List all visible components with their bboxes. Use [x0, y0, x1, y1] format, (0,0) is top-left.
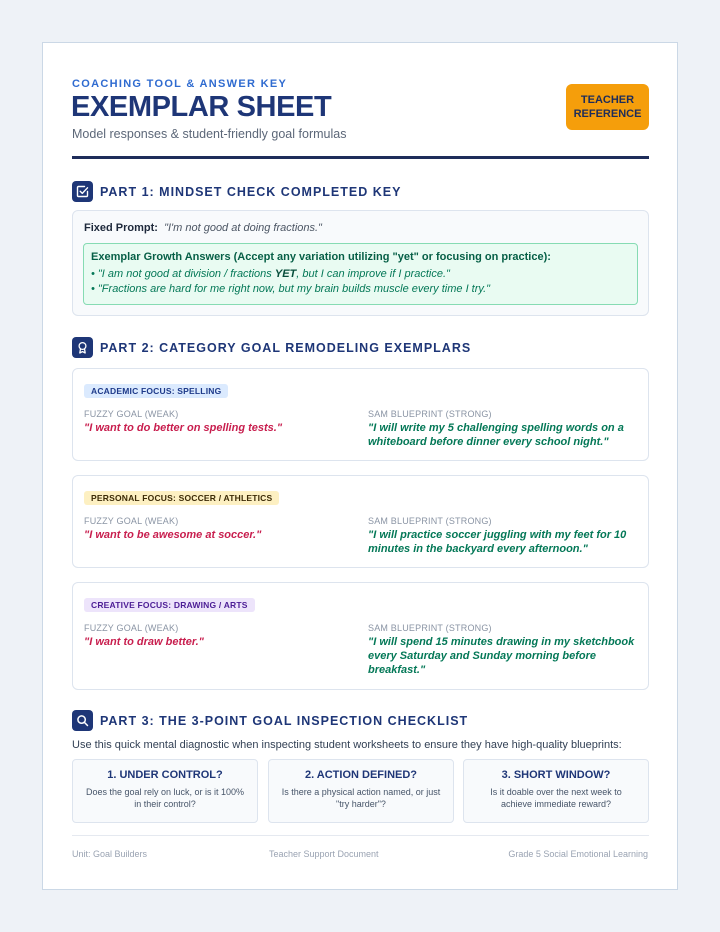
checklist-item-title: 3. SHORT WINDOW? [501, 769, 611, 781]
exemplar-answer-1: • "I am not good at division / fractions YET, but I can improve if I practice." [91, 268, 450, 280]
footer-grade: Grade 5 Social Emotional Learning [508, 849, 648, 859]
badge-line-2: REFERENCE [573, 108, 642, 120]
fuzzy-goal-label: FUZZY GOAL (WEAK) [84, 516, 179, 526]
fuzzy-goal-label: FUZZY GOAL (WEAK) [84, 623, 179, 633]
badge-line-1: TEACHER [580, 94, 635, 106]
header-divider [72, 156, 649, 159]
exemplar-answers-heading: Exemplar Growth Answers (Accept any variation utilizing "yet" or focusing on practice): [91, 251, 551, 263]
sam-blueprint-label: SAM BLUEPRINT (STRONG) [368, 623, 492, 633]
fixed-prompt [84, 222, 322, 234]
page-title: EXEMPLAR SHEET [71, 91, 332, 123]
part3-title: PART 3: THE 3-POINT GOAL INSPECTION CHECKLIST [100, 713, 469, 728]
fuzzy-goal-label: FUZZY GOAL (WEAK) [84, 409, 179, 419]
checklist-item-text: Does the goal rely on luck, or is it 100% in their control? [85, 787, 245, 809]
goal-example-personal [72, 475, 649, 568]
part2-heading [72, 337, 471, 358]
exemplar-sheet [42, 42, 678, 890]
checklist-item-text: Is it doable over the next week to achieve immediate reward? [490, 787, 622, 809]
fuzzy-goal-text: "I want to do better on spelling tests." [84, 422, 283, 434]
sam-blueprint-label: SAM BLUEPRINT (STRONG) [368, 409, 492, 419]
checklist-intro: Use this quick mental diagnostic when inspecting student worksheets to ensure they have high-quality blueprints: [72, 739, 622, 751]
sam-blueprint-text: "I will spend 15 minutes drawing in my sketchbook every Saturday and Sunday morning before breakfast." [368, 636, 635, 676]
page-subtitle: Model responses & student-friendly goal formulas [72, 127, 347, 141]
checklist-item-control [72, 759, 258, 823]
category-tag: CREATIVE FOCUS: DRAWING / ARTS [84, 598, 255, 612]
teacher-reference-badge [566, 84, 649, 130]
checklist-item-window [463, 759, 649, 823]
part1-title: PART 1: MINDSET CHECK COMPLETED KEY [100, 184, 402, 199]
checkbox-icon [72, 181, 93, 202]
sam-blueprint-label: SAM BLUEPRINT (STRONG) [368, 516, 492, 526]
exemplar-answer-2: • "Fractions are hard for me right now, but my brain builds muscle every time I try." [91, 283, 491, 295]
fuzzy-goal-text: "I want to draw better." [84, 636, 204, 648]
footer-divider [72, 835, 649, 836]
checklist-item-text: Is there a physical action named, or just "try harder"? [281, 787, 441, 809]
yet-emphasis: YET [274, 268, 297, 280]
sam-blueprint-text: "I will practice soccer juggling with my feet for 10 minutes in the backyard every afternoon." [368, 529, 627, 555]
part3-heading [72, 710, 468, 731]
category-tag: PERSONAL FOCUS: SOCCER / ATHLETICS [84, 491, 279, 505]
checklist-item-action [268, 759, 454, 823]
sam-blueprint-text: "I will write my 5 challenging spelling words on a whiteboard before dinner every school night." [368, 422, 624, 448]
category-tag: ACADEMIC FOCUS: SPELLING [84, 384, 228, 398]
footer-unit: Unit: Goal Builders [72, 849, 148, 859]
goal-example-creative [72, 582, 649, 690]
part1-heading [72, 181, 401, 202]
fixed-prompt-label: Fixed Prompt: [84, 222, 158, 234]
header-kicker: COACHING TOOL & ANSWER KEY [72, 78, 288, 90]
checklist-item-title: 1. UNDER CONTROL? [107, 769, 223, 781]
fuzzy-goal-text: "I want to be awesome at soccer." [84, 529, 262, 541]
magnifier-icon [72, 710, 93, 731]
exemplar-answers-box [83, 243, 638, 305]
goal-example-academic [72, 368, 649, 461]
footer-document-type: Teacher Support Document [269, 849, 379, 859]
mindset-check-card [72, 210, 649, 316]
award-ribbon-icon [72, 337, 93, 358]
checklist-item-title: 2. ACTION DEFINED? [304, 769, 418, 781]
fixed-prompt-text: "I'm not good at doing fractions." [164, 222, 322, 234]
part2-title: PART 2: CATEGORY GOAL REMODELING EXEMPLARS [100, 340, 472, 355]
